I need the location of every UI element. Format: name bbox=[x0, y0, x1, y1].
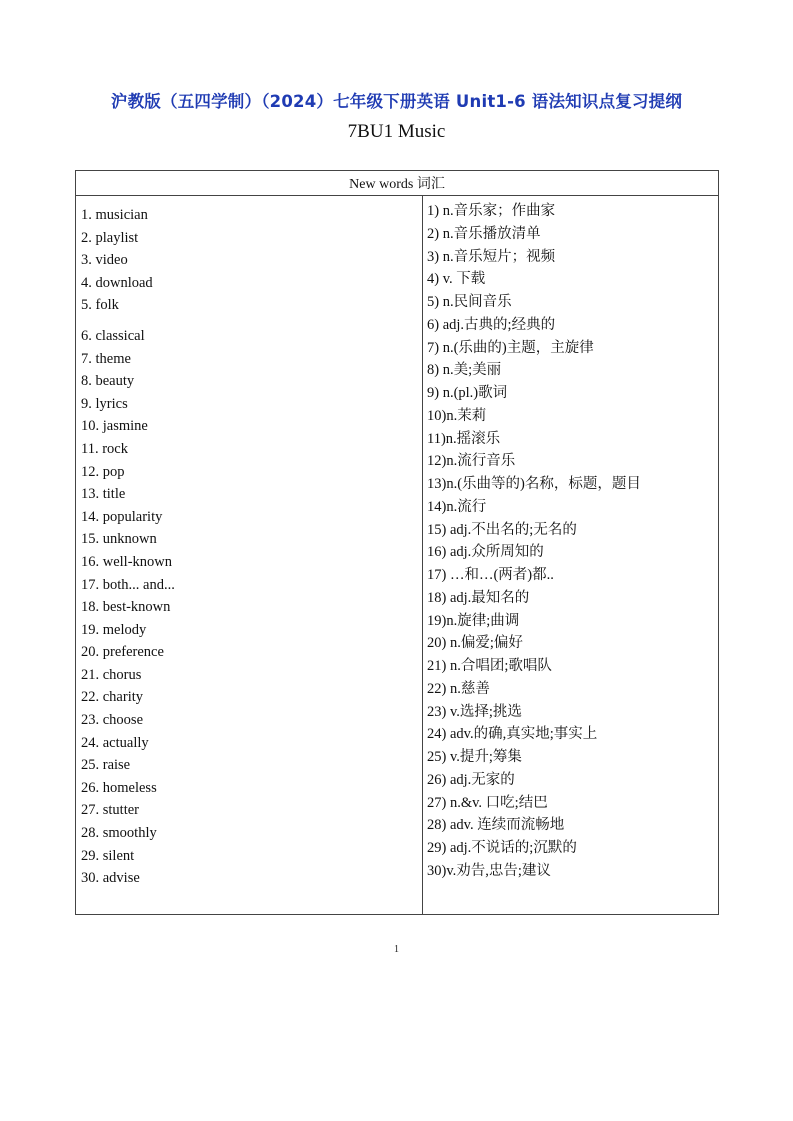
word-item: 7. theme bbox=[81, 350, 131, 367]
english-word-list bbox=[76, 196, 422, 890]
word-item: 20. preference bbox=[81, 644, 164, 661]
meaning-item: 13)n.(乐曲等的)名称，标题，题目 bbox=[427, 476, 641, 492]
word-item: 21. chorus bbox=[81, 666, 142, 683]
word-item: 19. melody bbox=[81, 621, 147, 638]
word-item: 1. musician bbox=[81, 207, 148, 223]
meaning-item: 5) n.民间音乐 bbox=[427, 294, 512, 310]
meaning-item: 4) v. 下载 bbox=[427, 271, 486, 288]
word-item: 15. unknown bbox=[81, 531, 157, 548]
meaning-item: 7) n.(乐曲的)主题，主旋律 bbox=[427, 339, 594, 356]
chinese-meanings-cell bbox=[423, 196, 719, 915]
word-item: 10. jasmine bbox=[81, 418, 148, 435]
document-title: 沪教版（五四学制）（2024）七年级下册英语 Unit1-6 语法知识点复习提纲 bbox=[110, 92, 683, 111]
word-item: 24. actually bbox=[81, 734, 149, 751]
word-item: 29. silent bbox=[81, 847, 135, 864]
unit-subtitle: 7BU1 Music bbox=[347, 121, 446, 142]
meaning-item: 20) n.偏爱;偏好 bbox=[427, 635, 523, 652]
word-item: 12. pop bbox=[81, 463, 125, 480]
word-item: 11. rock bbox=[81, 440, 128, 457]
meaning-item: 29) adj.不说话的;沉默的 bbox=[427, 840, 577, 856]
meaning-item: 10)n.茉莉 bbox=[427, 407, 487, 424]
meaning-item: 21) n.合唱团;歌唱队 bbox=[427, 658, 552, 674]
word-item: 27. stutter bbox=[81, 802, 139, 819]
word-item: 3. video bbox=[81, 252, 128, 269]
meaning-item: 22) n.慈善 bbox=[427, 680, 490, 697]
meaning-item: 11)n.摇滚乐 bbox=[427, 430, 501, 447]
vocabulary-table bbox=[75, 170, 719, 915]
meaning-item: 3) n.音乐短片；视频 bbox=[427, 248, 556, 265]
table-body-row bbox=[76, 196, 719, 915]
word-item: 9. lyrics bbox=[81, 395, 128, 412]
chinese-meaning-list bbox=[423, 196, 718, 883]
word-item: 23. choose bbox=[81, 712, 144, 729]
meaning-item: 18) adj.最知名的 bbox=[427, 589, 530, 606]
table-header-row bbox=[76, 171, 719, 196]
word-item: 4. download bbox=[81, 274, 153, 291]
meaning-item: 17) …和…(两者)都.. bbox=[427, 567, 554, 583]
table-header-cell bbox=[76, 171, 719, 196]
word-item: 22. charity bbox=[81, 689, 144, 706]
word-item: 2. playlist bbox=[81, 229, 139, 246]
word-item: 8. beauty bbox=[81, 373, 135, 390]
meaning-item: 14)n.流行 bbox=[427, 498, 487, 515]
meaning-item: 8) n.美;美丽 bbox=[427, 362, 502, 379]
meaning-item: 23) v.选择;挑选 bbox=[427, 703, 522, 720]
meaning-item: 9) n.(pl.)歌词 bbox=[427, 385, 508, 401]
word-item: 26. homeless bbox=[81, 779, 157, 796]
meaning-item: 28) adv. 连续而流畅地 bbox=[427, 817, 565, 834]
meaning-item: 30)v.劝告,忠告;建议 bbox=[427, 862, 551, 879]
word-item: 17. both... and... bbox=[81, 576, 175, 593]
word-item: 25. raise bbox=[81, 757, 131, 774]
word-item: 28. smoothly bbox=[81, 825, 157, 842]
meaning-item: 25) v.提升;筹集 bbox=[427, 749, 522, 765]
meaning-item: 26) adj.无家的 bbox=[427, 771, 515, 788]
meaning-item: 27) n.&v. 口吃;结巴 bbox=[427, 794, 548, 811]
meaning-item: 19)n.旋律;曲调 bbox=[427, 612, 520, 629]
page-number: 1 bbox=[394, 944, 399, 955]
meaning-item: 1) n.音乐家；作曲家 bbox=[427, 203, 556, 219]
meaning-item: 6) adj.古典的;经典的 bbox=[427, 316, 556, 333]
word-item: 14. popularity bbox=[81, 508, 163, 525]
meaning-item: 12)n.流行音乐 bbox=[427, 453, 516, 470]
word-item: 13. title bbox=[81, 486, 126, 503]
english-words-cell bbox=[76, 196, 423, 915]
table-header-label: New words 词汇 bbox=[349, 177, 445, 192]
word-item: 5. folk bbox=[81, 297, 119, 314]
meaning-item: 2) n.音乐播放清单 bbox=[427, 225, 541, 242]
word-item: 16. well-known bbox=[81, 553, 173, 570]
meaning-item: 15) adj.不出名的;无名的 bbox=[427, 521, 577, 538]
word-item: 6. classical bbox=[81, 327, 145, 344]
word-item: 30. advise bbox=[81, 870, 140, 887]
meaning-item: 24) adv.的确,真实地;事实上 bbox=[427, 726, 598, 743]
meaning-item: 16) adj.众所周知的 bbox=[427, 544, 544, 561]
word-item: 18. best-known bbox=[81, 599, 171, 616]
